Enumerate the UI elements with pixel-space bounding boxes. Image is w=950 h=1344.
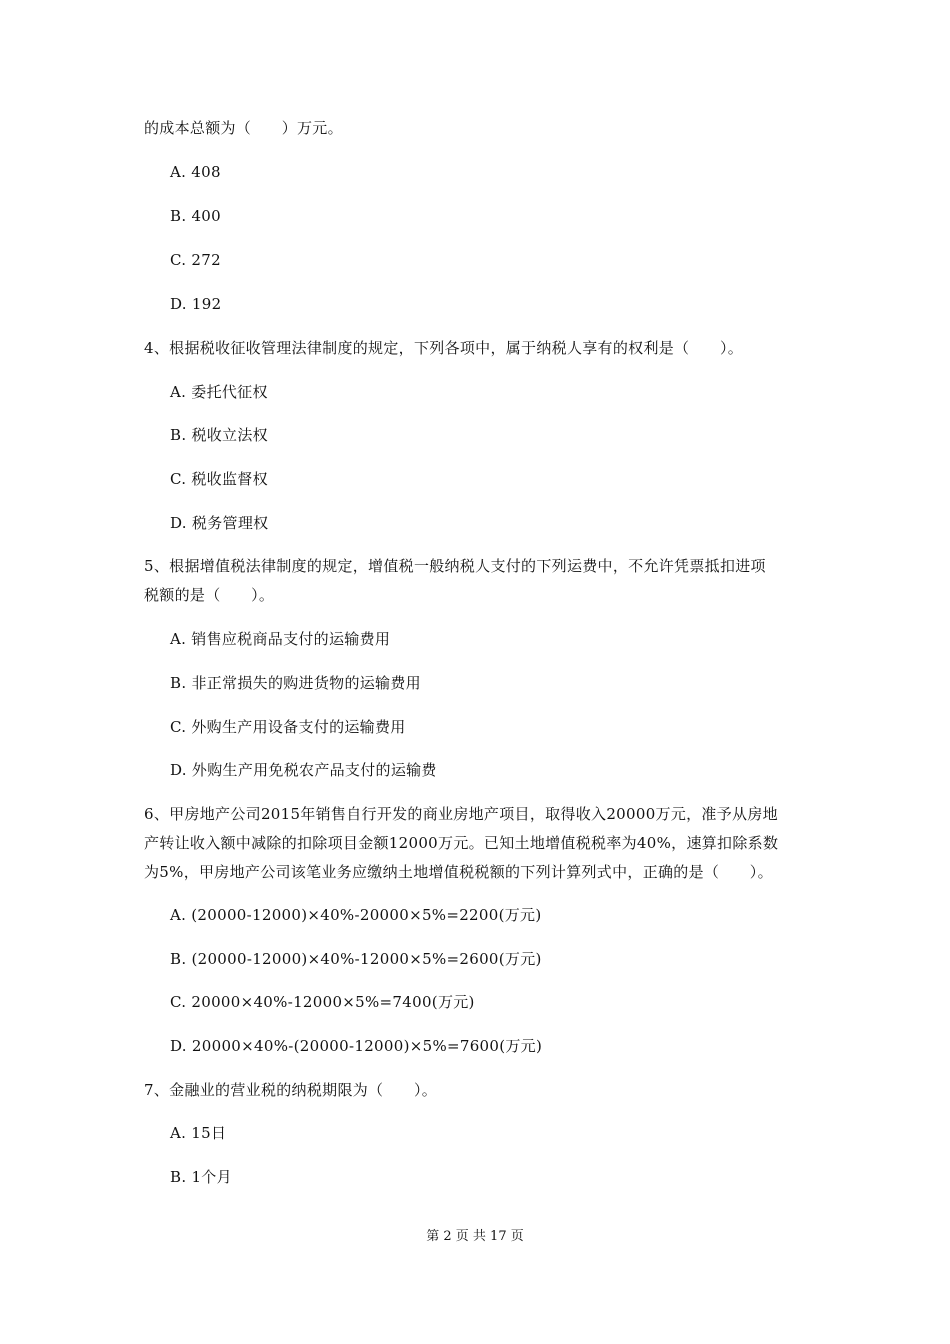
q4-stem: 4、根据税收征收管理法律制度的规定，下列各项中，属于纳税人享有的权利是（ ）。 xyxy=(144,339,744,357)
q5-option-c: C. 外购生产用设备支付的运输费用 xyxy=(170,718,406,736)
q3-option-c: C. 272 xyxy=(170,251,221,269)
q5-option-a: A. 销售应税商品支付的运输费用 xyxy=(170,630,391,648)
page-number-footer: 第 2 页 共 17 页 xyxy=(426,1229,524,1244)
q4-option-d: D. 税务管理权 xyxy=(170,514,269,532)
q6-option-b: B. (20000-12000)×40%-12000×5%=2600(万元) xyxy=(170,950,542,968)
q3-option-b: B. 400 xyxy=(170,207,221,225)
q4-option-a: A. 委托代征权 xyxy=(170,383,268,401)
q3-stem-continuation: 的成本总额为（ ）万元。 xyxy=(144,119,343,137)
q6-option-c: C. 20000×40%-12000×5%=7400(万元) xyxy=(170,993,475,1011)
q3-option-a: A. 408 xyxy=(170,163,221,181)
q7-option-a: A. 15日 xyxy=(170,1124,227,1142)
q5-stem-line-1: 5、根据增值税法律制度的规定，增值税一般纳税人支付的下列运费中，不允许凭票抵扣进项 xyxy=(144,557,766,575)
q6-stem-line-1: 6、甲房地产公司2015年销售自行开发的商业房地产项目，取得收入20000万元，准予从房地 xyxy=(144,805,778,823)
q5-option-d: D. 外购生产用免税农产品支付的运输费 xyxy=(170,761,437,779)
q5-option-b: B. 非正常损失的购进货物的运输费用 xyxy=(170,674,421,692)
q6-option-a: A. (20000-12000)×40%-20000×5%=2200(万元) xyxy=(170,906,542,924)
q3-option-d: D. 192 xyxy=(170,295,222,313)
q5-stem-line-2: 税额的是（ ）。 xyxy=(144,586,275,604)
q6-option-d: D. 20000×40%-(20000-12000)×5%=7600(万元) xyxy=(170,1037,543,1055)
q7-option-b: B. 1个月 xyxy=(170,1168,232,1186)
q4-option-b: B. 税收立法权 xyxy=(170,426,268,444)
q6-stem-line-3: 为5%，甲房地产公司该笔业务应缴纳土地增值税税额的下列计算列式中，正确的是（ ）。 xyxy=(144,863,773,881)
q6-stem-line-2: 产转让收入额中减除的扣除项目金额12000万元。已知土地增值税税率为40%，速算扣除系数 xyxy=(144,834,779,852)
q4-option-c: C. 税收监督权 xyxy=(170,470,268,488)
q7-stem: 7、金融业的营业税的纳税期限为（ ）。 xyxy=(144,1081,438,1099)
